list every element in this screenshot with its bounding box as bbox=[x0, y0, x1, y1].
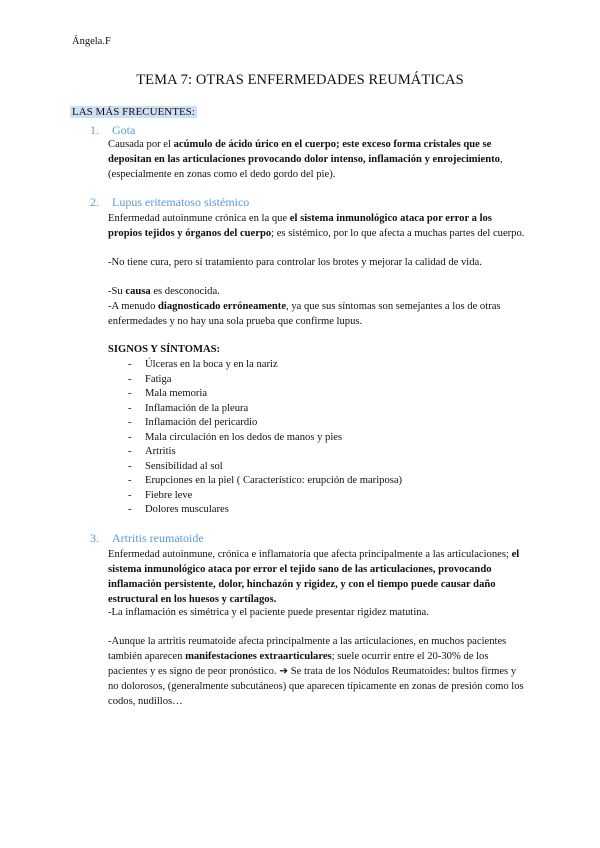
list-item: - Dolores musculares bbox=[128, 504, 229, 515]
signs-list bbox=[128, 358, 402, 518]
section-title: Lupus eritematoso sistémico bbox=[112, 195, 250, 209]
artritis-paragraph-extraarticular: -Aunque la artritis reumatoide afecta principalmente a las articulaciones, en muchos pacientes también aparecen manifestaciones extraarticulares; suele ocurrir entre el 20-30% de los pacientes y es signo de peor pronóstico. ➔ Se trata de los Nódulos Reumatoides: bultos firmes y no dolorosos, (generalmente subcutáneos) que aparecen típicamente en zonas de presión como los codos, nudillos… bbox=[108, 636, 524, 707]
section-heading-lupus bbox=[90, 195, 249, 210]
artritis-paragraph-definition: Enfermedad autoinmune, crónica e inflamatoria que afecta principalmente a las articulaciones; el sistema inmunológico ataca por error el tejido sano de las articulaciones, provocando inflamación persistente, dolor, hinchazón y rigidez, y con el tiempo puede causar daño estructural en los huesos y cartílagos. bbox=[108, 549, 520, 605]
artritis-paragraph-symmetry: -La inflamación es simétrica y el paciente puede presentar rigidez matutina. bbox=[108, 607, 429, 618]
section-number: 3. bbox=[90, 531, 99, 545]
list-item: - Artritis bbox=[128, 446, 176, 457]
section-title: Gota bbox=[112, 123, 136, 137]
list-item: - Fiebre leve bbox=[128, 489, 193, 501]
list-item: - Inflamación de la pleura bbox=[128, 402, 249, 414]
list-item: - Úlceras en la boca y en la nariz bbox=[128, 359, 278, 370]
lupus-paragraph-definition: Enfermedad autoinmune crónica en la que el sistema inmunológico ataca por error a los propios tejidos y órganos del cuerpo; es sistémico, por lo que afecta a muchas partes del cuerpo. bbox=[108, 213, 525, 239]
gota-paragraph: Causada por el acúmulo de ácido úrico en el cuerpo; este exceso forma cristales que se depositan en las articulaciones provocando dolor intenso, inflamación y enrojecimiento,(especialmente en zonas como el dedo gordo del pie). bbox=[108, 139, 503, 180]
lupus-paragraph-diagnosis: -A menudo diagnosticado erróneamente, ya que sus síntomas son semejantes a los de otras enfermedades y no hay una sola prueba que confirme lupus. bbox=[108, 301, 501, 327]
section-number: 2. bbox=[90, 195, 99, 209]
intro-heading: LAS MÁS FRECUENTES: bbox=[72, 106, 195, 118]
list-item: - Erupciones en la piel ( Característico: erupción de mariposa) bbox=[128, 475, 403, 486]
section-title: Artritis reumatoide bbox=[112, 531, 204, 545]
list-item: - Fatiga bbox=[128, 373, 172, 385]
list-item: - Sensibilidad al sol bbox=[128, 460, 223, 472]
lupus-paragraph-treatment: -No tiene cura, pero sí tratamiento para controlar los brotes y mejorar la calidad de vida. bbox=[108, 257, 482, 268]
author-name: Ángela.F bbox=[72, 36, 111, 47]
document-title: TEMA 7: OTRAS ENFERMEDADES REUMÁTICAS bbox=[136, 72, 464, 88]
section-heading-artritis bbox=[90, 531, 204, 546]
list-item: - Inflamación del pericardio bbox=[128, 417, 258, 428]
section-number: 1. bbox=[90, 123, 99, 137]
section-heading-gota bbox=[90, 123, 135, 138]
signs-heading: SIGNOS Y SÍNTOMAS: bbox=[108, 344, 221, 355]
lupus-paragraph-cause: -Su causa es desconocida. bbox=[108, 286, 220, 297]
list-item: - Mala circulación en los dedos de manos y pies bbox=[128, 431, 343, 443]
list-item: - Mala memoria bbox=[128, 388, 208, 399]
